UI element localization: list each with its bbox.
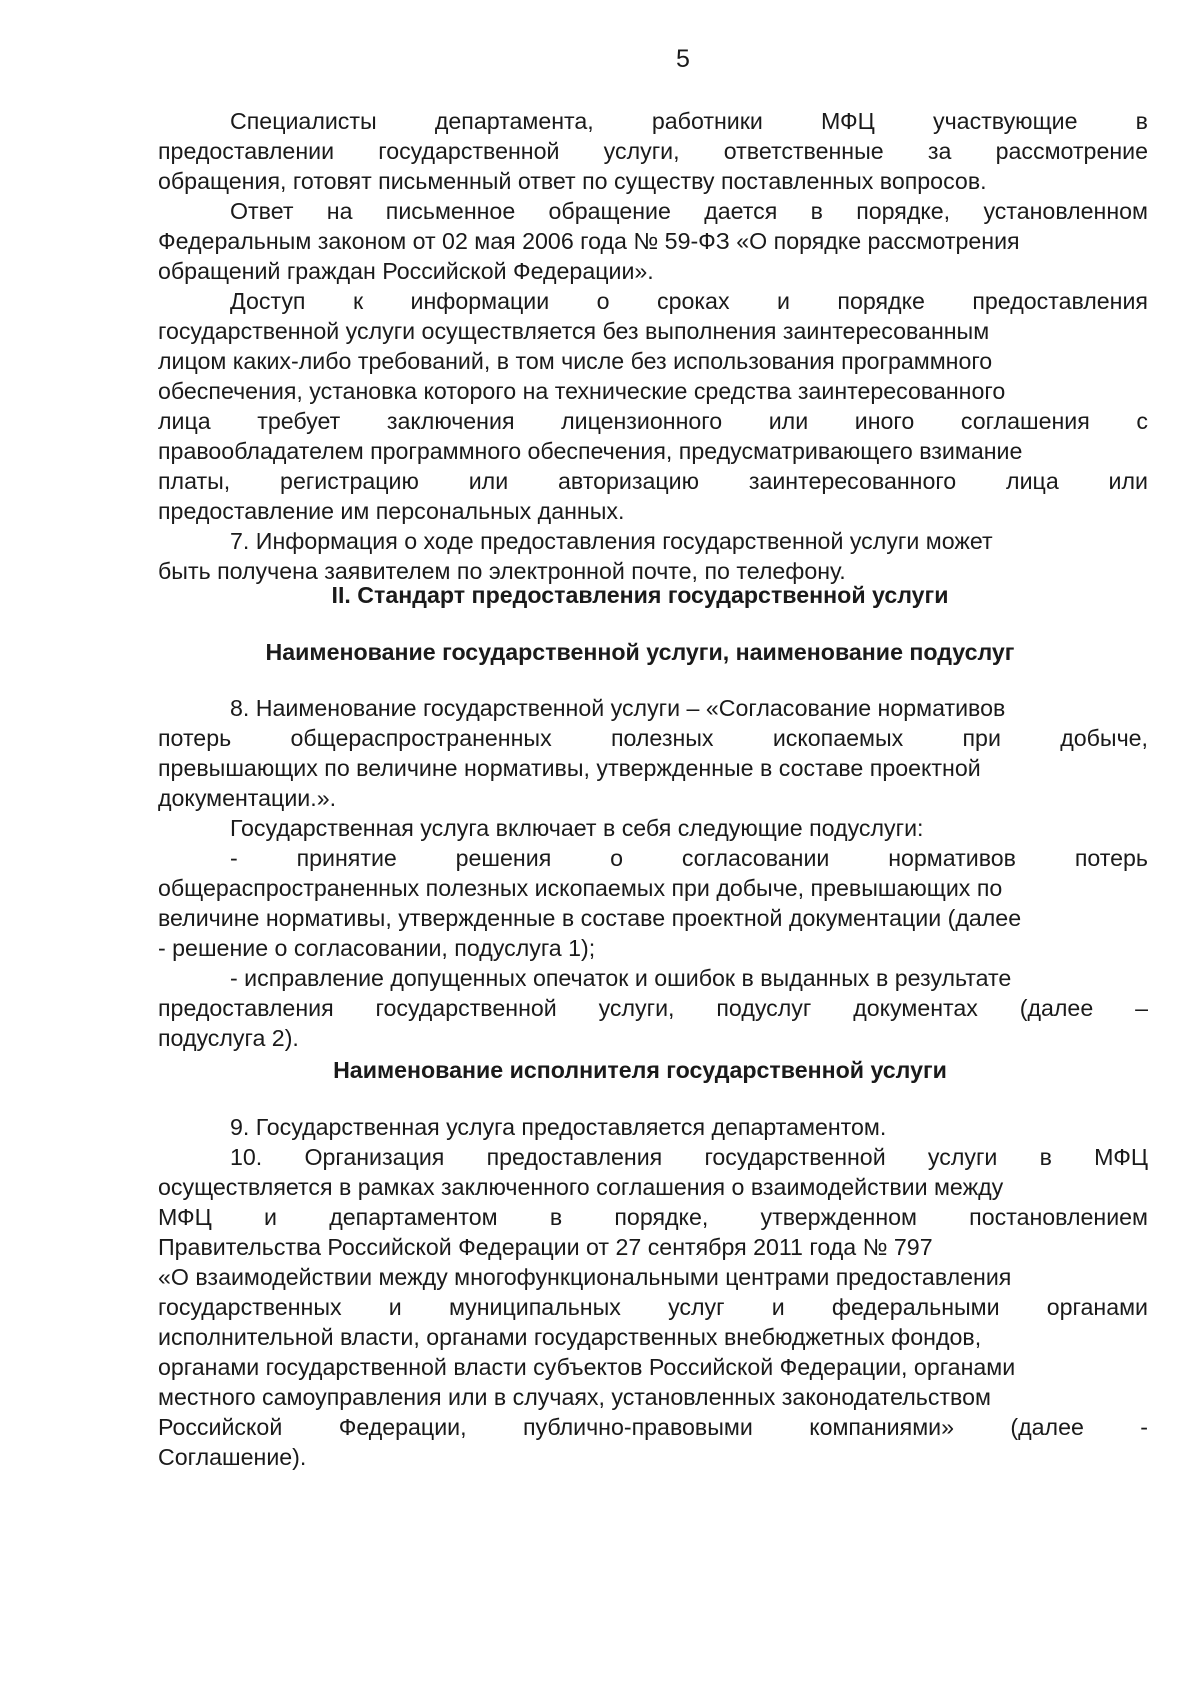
text-line: 7. Информация о ходе предоставления государственной услуги может bbox=[230, 528, 993, 554]
text-line: 9. Государственная услуга предоставляется департаментом. bbox=[230, 1114, 887, 1140]
text-line: - исправление допущенных опечаток и ошибок в выданных в результате bbox=[230, 965, 1012, 991]
text-line: превышающих по величине нормативы, утвержденные в составе проектной bbox=[158, 755, 981, 781]
section-title: II. Стандарт предоставления государственной услуги bbox=[331, 582, 949, 608]
text-line: обращений граждан Российской Федерации». bbox=[158, 258, 654, 284]
text-line: обеспечения, установка которого на технические средства заинтересованного bbox=[158, 378, 1006, 404]
text-line: лица требует заключения лицензионного или иного соглашения с bbox=[158, 408, 1148, 434]
text-line: Специалисты департамента, работники МФЦ участвующие в bbox=[230, 108, 1148, 134]
text-line: осуществляется в рамках заключенного соглашения о взаимодействии между bbox=[158, 1174, 1004, 1200]
text-line: 8. Наименование государственной услуги – «Согласование нормативов bbox=[230, 695, 1006, 721]
text-line: платы, регистрацию или авторизацию заинтересованного лица или bbox=[158, 468, 1148, 494]
text-line: Правительства Российской Федерации от 27 сентября 2011 года № 797 bbox=[158, 1234, 933, 1260]
text-line: 10. Организация предоставления государственной услуги в МФЦ bbox=[230, 1144, 1148, 1170]
text-line: исполнительной власти, органами государственных внебюджетных фондов, bbox=[158, 1324, 982, 1350]
text-line: - принятие решения о согласовании нормативов потерь bbox=[230, 845, 1148, 871]
text-line: Доступ к информации о сроках и порядке предоставления bbox=[230, 288, 1148, 314]
text-line: величине нормативы, утвержденные в составе проектной документации (далее bbox=[158, 905, 1022, 931]
text-line: Государственная услуга включает в себя следующие подуслуги: bbox=[230, 815, 924, 841]
text-line: Российской Федерации, публично-правовыми компаниями» (далее - bbox=[158, 1414, 1148, 1440]
text-line: «О взаимодействии между многофункциональными центрами предоставления bbox=[158, 1264, 1012, 1290]
text-line: потерь общераспространенных полезных ископаемых при добыче, bbox=[158, 725, 1148, 751]
text-line: предоставления государственной услуги, подуслуг документах (далее – bbox=[158, 995, 1148, 1021]
subheading-executor: Наименование исполнителя государственной услуги bbox=[333, 1057, 947, 1083]
text-line: - решение о согласовании, подуслуга 1); bbox=[158, 935, 596, 961]
text-line: правообладателем программного обеспечения, предусматривающего взимание bbox=[158, 438, 1023, 464]
body-text-block-2 bbox=[158, 693, 1148, 1053]
body-text-block-1 bbox=[158, 106, 1148, 586]
text-line: подуслуга 2). bbox=[158, 1025, 299, 1051]
page-number: 5 bbox=[676, 45, 690, 73]
text-line: лицом каких-либо требований, в том числе без использования программного bbox=[158, 348, 993, 374]
text-line: общераспространенных полезных ископаемых при добыче, превышающих по bbox=[158, 875, 1003, 901]
text-line: быть получена заявителем по электронной почте, по телефону. bbox=[158, 558, 846, 584]
text-line: предоставление им персональных данных. bbox=[158, 498, 625, 524]
text-line: Ответ на письменное обращение дается в порядке, установленном bbox=[230, 198, 1148, 224]
text-line: государственных и муниципальных услуг и федеральными органами bbox=[158, 1294, 1148, 1320]
text-line: органами государственной власти субъектов Российской Федерации, органами bbox=[158, 1354, 1016, 1380]
text-line: Федеральным законом от 02 мая 2006 года № 59-ФЗ «О порядке рассмотрения bbox=[158, 228, 1020, 254]
text-line: местного самоуправления или в случаях, установленных законодательством bbox=[158, 1384, 991, 1410]
text-line: обращения, готовят письменный ответ по существу поставленных вопросов. bbox=[158, 168, 987, 194]
body-text-block-3 bbox=[158, 1112, 1148, 1472]
text-line: документации.». bbox=[158, 785, 337, 811]
text-line: Соглашение). bbox=[158, 1444, 307, 1470]
text-line: предоставлении государственной услуги, ответственные за рассмотрение bbox=[158, 138, 1148, 164]
subheading-service-name: Наименование государственной услуги, наименование подуслуг bbox=[265, 639, 1015, 665]
text-line: государственной услуги осуществляется без выполнения заинтересованным bbox=[158, 318, 990, 344]
text-line: МФЦ и департаментом в порядке, утвержденном постановлением bbox=[158, 1204, 1148, 1230]
